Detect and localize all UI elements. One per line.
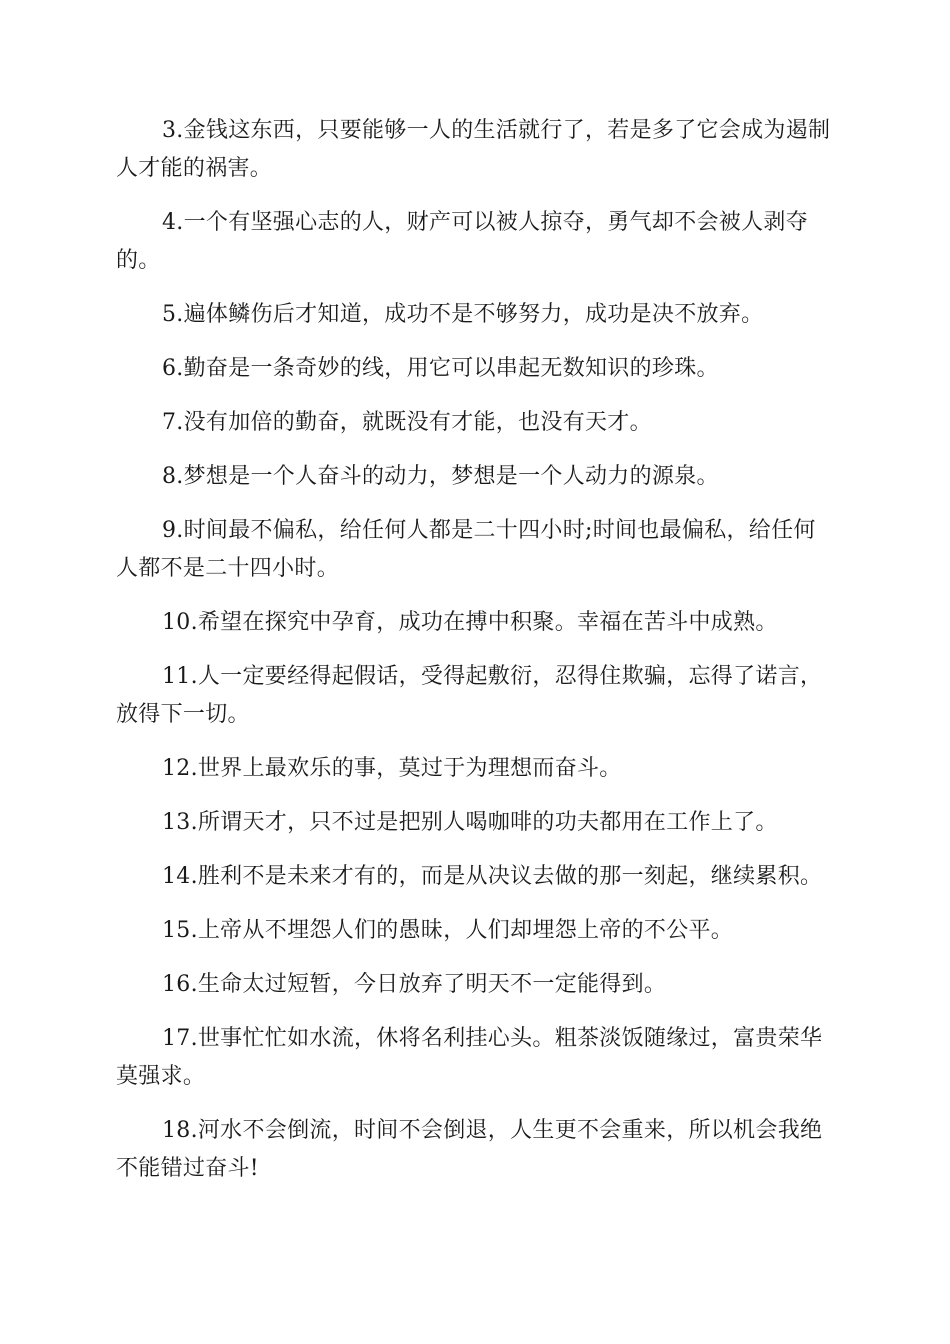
quote-paragraph-4: 4.一个有坚强心志的人，财产可以被人掠夺，勇气却不会被人剥夺的。 xyxy=(116,210,808,273)
quote-paragraph-10: 10.希望在探究中孕育，成功在搏中积聚。幸福在苦斗中成熟。 xyxy=(162,610,778,635)
quote-paragraph-16: 16.生命太过短暂，今日放弃了明天不一定能得到。 xyxy=(162,972,667,997)
quote-paragraph-5: 5.遍体鳞伤后才知道，成功不是不够努力，成功是决不放弃。 xyxy=(162,302,764,327)
quote-paragraph-7: 7.没有加倍的勤奋，就既没有才能，也没有天才。 xyxy=(162,410,652,435)
quote-paragraph-6: 6.勤奋是一条奇妙的线，用它可以串起无数知识的珍珠。 xyxy=(162,356,719,381)
quote-paragraph-17: 17.世事忙忙如水流，休将名利挂心头。粗茶淡饭随缘过，富贵荣华莫强求。 xyxy=(116,1026,823,1089)
document-body xyxy=(116,112,836,1204)
quote-paragraph-9: 9.时间最不偏私，给任何人都是二十四小时;时间也最偏私，给任何人都不是二十四小时。 xyxy=(116,518,816,581)
quote-paragraph-8: 8.梦想是一个人奋斗的动力，梦想是一个人动力的源泉。 xyxy=(162,464,719,489)
quote-paragraph-14: 14.胜利不是未来才有的，而是从决议去做的那一刻起，继续累积。 xyxy=(162,864,823,889)
quote-paragraph-15: 15.上帝从不埋怨人们的愚昧，人们却埋怨上帝的不公平。 xyxy=(162,918,734,943)
quote-paragraph-3: 3.金钱这东西，只要能够一人的生活就行了，若是多了它会成为遏制人才能的祸害。 xyxy=(116,118,831,181)
quote-paragraph-11: 11.人一定要经得起假话，受得起敷衍，忍得住欺骗，忘得了诺言，放得下一切。 xyxy=(116,664,823,727)
quote-paragraph-18: 18.河水不会倒流，时间不会倒退，人生更不会重来，所以机会我绝不能错过奋斗! xyxy=(116,1118,823,1181)
quote-paragraph-12: 12.世界上最欢乐的事，莫过于为理想而奋斗。 xyxy=(162,756,622,781)
quote-paragraph-13: 13.所谓天才，只不过是把别人喝咖啡的功夫都用在工作上了。 xyxy=(162,810,778,835)
